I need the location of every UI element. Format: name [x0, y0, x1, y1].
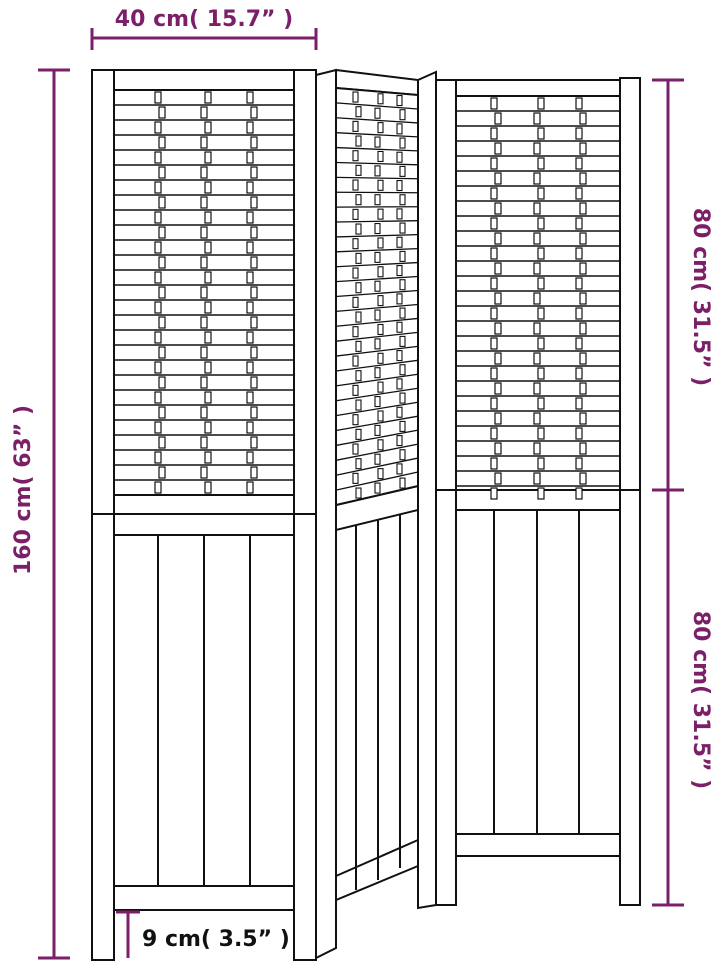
upper-height-label: 80 cm( 31.5” ) [688, 207, 713, 387]
panel-middle [316, 70, 436, 958]
panel-left [92, 70, 316, 960]
weave-right [456, 96, 620, 499]
weave-middle [336, 88, 418, 505]
total-height-label: 160 cm( 63” ) [11, 404, 36, 576]
panel-width-label: 40 cm( 15.7” ) [114, 7, 294, 32]
weave-left [114, 90, 294, 495]
lower-height-label: 80 cm( 31.5” ) [688, 610, 713, 790]
panel-right [436, 78, 640, 905]
leg-height-label: 9 cm( 3.5” ) [142, 927, 290, 952]
